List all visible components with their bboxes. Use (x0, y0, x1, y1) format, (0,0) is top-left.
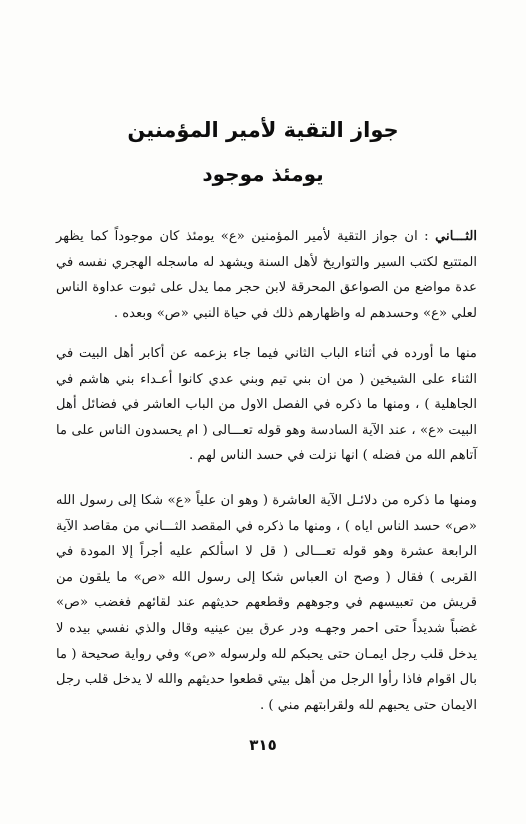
paragraph-1 (56, 224, 477, 326)
paragraph-3 (56, 488, 477, 718)
chapter-heading: جواز التقية لأمير المؤمنين (127, 118, 399, 142)
paragraph-3-text: ومنها ما ذكره من دلائـل الآية العاشرة ( وهو ان علياً «ع» شكا إلى رسول الله «ص» حسد الناس اياه ) ، ومنها ما ذكره في المقصد الثـــاني من مقاصد الآية الرابعة عشرة وهو قوله تعـــالى ( قل لا اسألكم عليه أجراً إلا المودة في القربى ) فقال ( وصح ان العباس شكا إلى رسول الله «ص» ما يلقون من قريش من تعبيسهم في وجوههم وقطعهم حديثهم عند لقائهم فغضب «ص» غضباً شديداً حتى احمر وجهـه ودر عرق بين عينيه وقال والذي نفسي بيده لا يدخل قلب رجل ايمـان حتى يحبكم لله ولرسوله «ص» وفي رواية صحيحة ( ما بال اقوام فاذا رأوا الرجل من أهل بيتي قطعوا حديثهم والله لا يدخل قلب رجل الايمان حتى يحبهم لله ولقرابتهم مني ) . (56, 493, 477, 713)
page-number: ٣١٥ (249, 736, 277, 754)
paragraph-1-lead-word: الثـــاني (435, 229, 477, 244)
paragraph-1-text: : ان جواز التقية لأمير المؤمنين «ع» يومئذ كان موجوداً كما يظهر المتتبع لكتب السير والتواريخ لأهل السنة ويشهد له ماسجله الهجري نفسه في عدة مواضع من الصواعق المحرقة لابن حجر مما يدل على ثبوت عداوة الناس لعلي «ع» وحسدهم له واظهارهم ذلك في حياة النبي «ص» وبعده . (56, 229, 477, 321)
paragraph-2 (56, 341, 477, 469)
chapter-subheading: يومئذ موجود (202, 162, 324, 186)
paragraph-2-text: منها ما أورده في أثناء الباب الثاني فيما جاء بزعمه عن أكابر أهل البيت في الثناء على الشيخين ( من ان بني تيم وبني عدي كانوا أعـداء بني هاشم في الجاهلية ) ، ومنها ما ذكره في الفصل الاول من الباب العاشر في فضائل أهل البيت «ع» ، عند الآية السادسة وهو قوله تعـــالى ( ام يحسدون الناس على ما آتاهم الله من فضله ) انها نزلت في حسد الناس لهم . (56, 346, 477, 464)
